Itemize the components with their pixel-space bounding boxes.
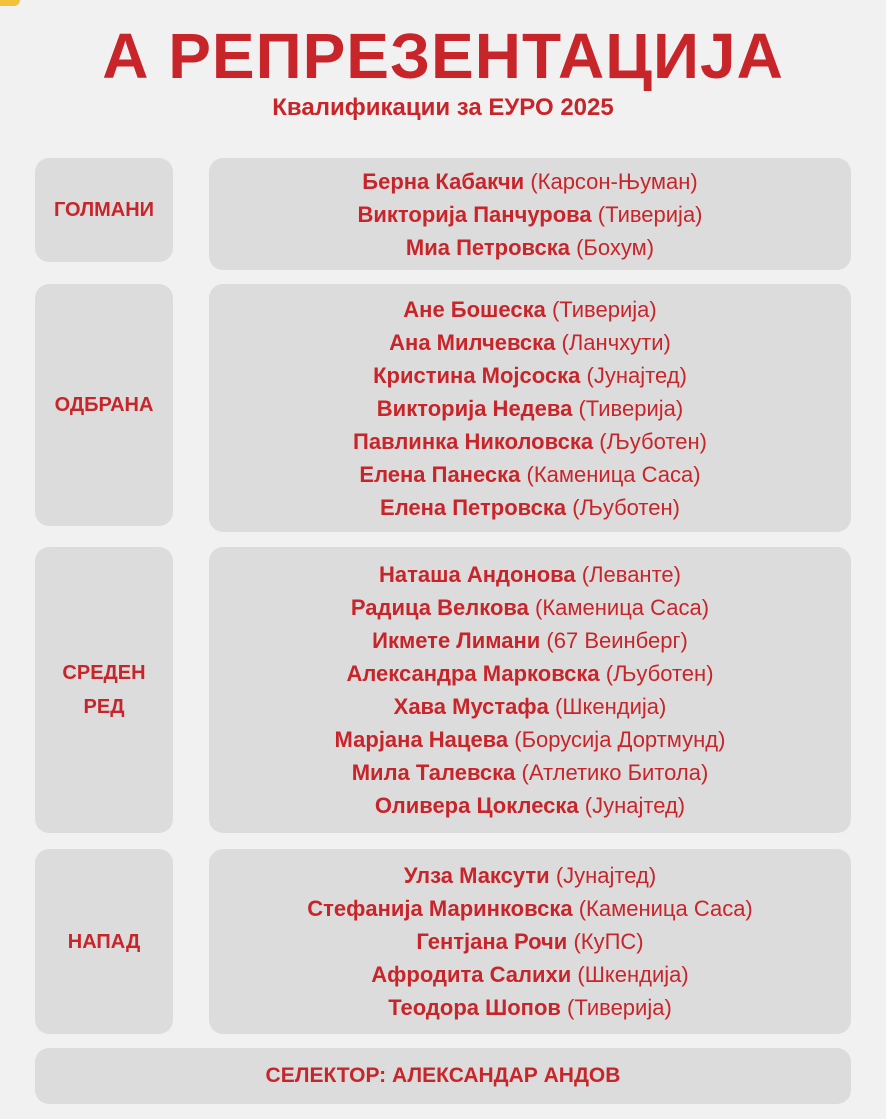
- player-row: [404, 859, 656, 892]
- player-name: Елена Петровска: [380, 494, 567, 520]
- group-label-attack: [35, 849, 173, 1034]
- player-list-defence: [209, 284, 851, 532]
- coach-banner: [35, 1048, 851, 1104]
- player-name: Марјана Нацева: [334, 727, 509, 752]
- player-club: (Тиверија): [578, 395, 684, 421]
- player-row: [372, 624, 688, 657]
- coach-text: СЕЛЕКТОР: АЛЕКСАНДАР АНДОВ: [265, 1064, 621, 1087]
- group-label-text: ОДБРАНА: [54, 394, 154, 416]
- player-name: Радица Велкова: [350, 595, 529, 620]
- player-club: (Јунајтед): [584, 793, 686, 818]
- player-club: (Каменица Саса): [535, 595, 710, 620]
- player-row: [353, 425, 707, 458]
- player-row: [307, 892, 753, 925]
- player-club: (Јунајтед): [555, 863, 657, 888]
- group-label-text: НАПАД: [67, 930, 141, 953]
- player-name: Ана Милчевска: [389, 329, 556, 355]
- player-row: [373, 359, 687, 392]
- player-club: (67 Веинберг): [546, 628, 688, 653]
- player-row: [351, 591, 709, 624]
- player-club: (Атлетико Битола): [521, 760, 709, 785]
- player-club: (Љуботен): [572, 494, 680, 520]
- player-club: (Леванте): [581, 562, 681, 587]
- player-club: (Љуботен): [599, 428, 707, 454]
- player-row: [416, 925, 643, 958]
- player-club: (Карсон-Њуман): [530, 168, 698, 194]
- player-row: [357, 198, 702, 231]
- player-row: [394, 690, 667, 723]
- player-row: [379, 558, 681, 591]
- player-name: Теодора Шопов: [388, 995, 561, 1020]
- player-list-midfield: [209, 547, 851, 833]
- page-subtitle: Квалификации за ЕУРО 2025: [272, 94, 614, 121]
- group-label-text: ГОЛМАНИ: [53, 199, 155, 221]
- player-club: (Шкендија): [555, 694, 667, 719]
- player-row: [406, 231, 654, 264]
- player-name: Александра Марковска: [346, 661, 600, 686]
- player-name: Елена Панеска: [359, 461, 521, 487]
- player-row: [352, 756, 709, 789]
- player-row: [371, 958, 688, 991]
- player-name: Мила Талевска: [351, 760, 516, 785]
- page-title: А РЕПРЕЗЕНТАЦИЈА: [102, 20, 784, 92]
- player-name: Оливера Цоклеска: [374, 793, 579, 818]
- player-row: [377, 392, 683, 425]
- player-name: Кристина Мојсоска: [373, 362, 581, 388]
- player-row: [359, 458, 700, 491]
- player-name: Наташа Андонова: [379, 562, 576, 587]
- player-row: [389, 326, 671, 359]
- player-row: [346, 657, 713, 690]
- player-name: Гентјана Рочи: [416, 929, 568, 954]
- corner-accent: [0, 0, 20, 6]
- player-name: Икмете Лимани: [372, 628, 541, 653]
- player-row: [380, 491, 680, 524]
- player-name: Берна Кабакчи: [362, 168, 525, 194]
- player-name: Улза Максути: [403, 863, 550, 888]
- player-name: Стефанија Маринковска: [307, 896, 573, 921]
- player-list-goalkeepers: [209, 158, 851, 270]
- player-row: [375, 789, 685, 822]
- player-club: (Тиверија): [567, 995, 672, 1020]
- player-name: Павлинка Николовска: [353, 428, 594, 454]
- group-label-defence: [35, 284, 173, 526]
- player-row: [388, 991, 672, 1024]
- player-row: [403, 293, 656, 326]
- player-list-attack: [209, 849, 851, 1034]
- player-name: Афродита Салихи: [371, 962, 572, 987]
- player-name: Викторија Недева: [376, 395, 573, 421]
- group-label-midfield: [35, 547, 173, 833]
- player-club: (Борусија Дортмунд): [514, 727, 726, 752]
- player-club: (Бохум): [576, 234, 655, 260]
- player-row: [362, 165, 697, 198]
- player-club: (Шкендија): [577, 962, 689, 987]
- player-name: Миа Петровска: [405, 234, 570, 260]
- player-club: (Тиверија): [597, 201, 703, 227]
- player-club: (КуПС): [573, 929, 644, 954]
- player-club: (Каменица Саса): [526, 461, 701, 487]
- group-label-text: СРЕДЕН РЕД: [62, 662, 146, 718]
- player-name: Хава Мустафа: [393, 694, 549, 719]
- player-club: (Љуботен): [605, 661, 714, 686]
- player-club: (Ланчхути): [561, 329, 671, 355]
- player-club: (Тиверија): [551, 296, 657, 322]
- player-club: (Јунајтед): [586, 362, 687, 388]
- player-name: Ане Бошеска: [403, 296, 546, 322]
- player-name: Викторија Панчурова: [357, 201, 592, 227]
- group-label-goalkeepers: [35, 158, 173, 262]
- player-row: [335, 723, 726, 756]
- player-club: (Каменица Саса): [578, 896, 753, 921]
